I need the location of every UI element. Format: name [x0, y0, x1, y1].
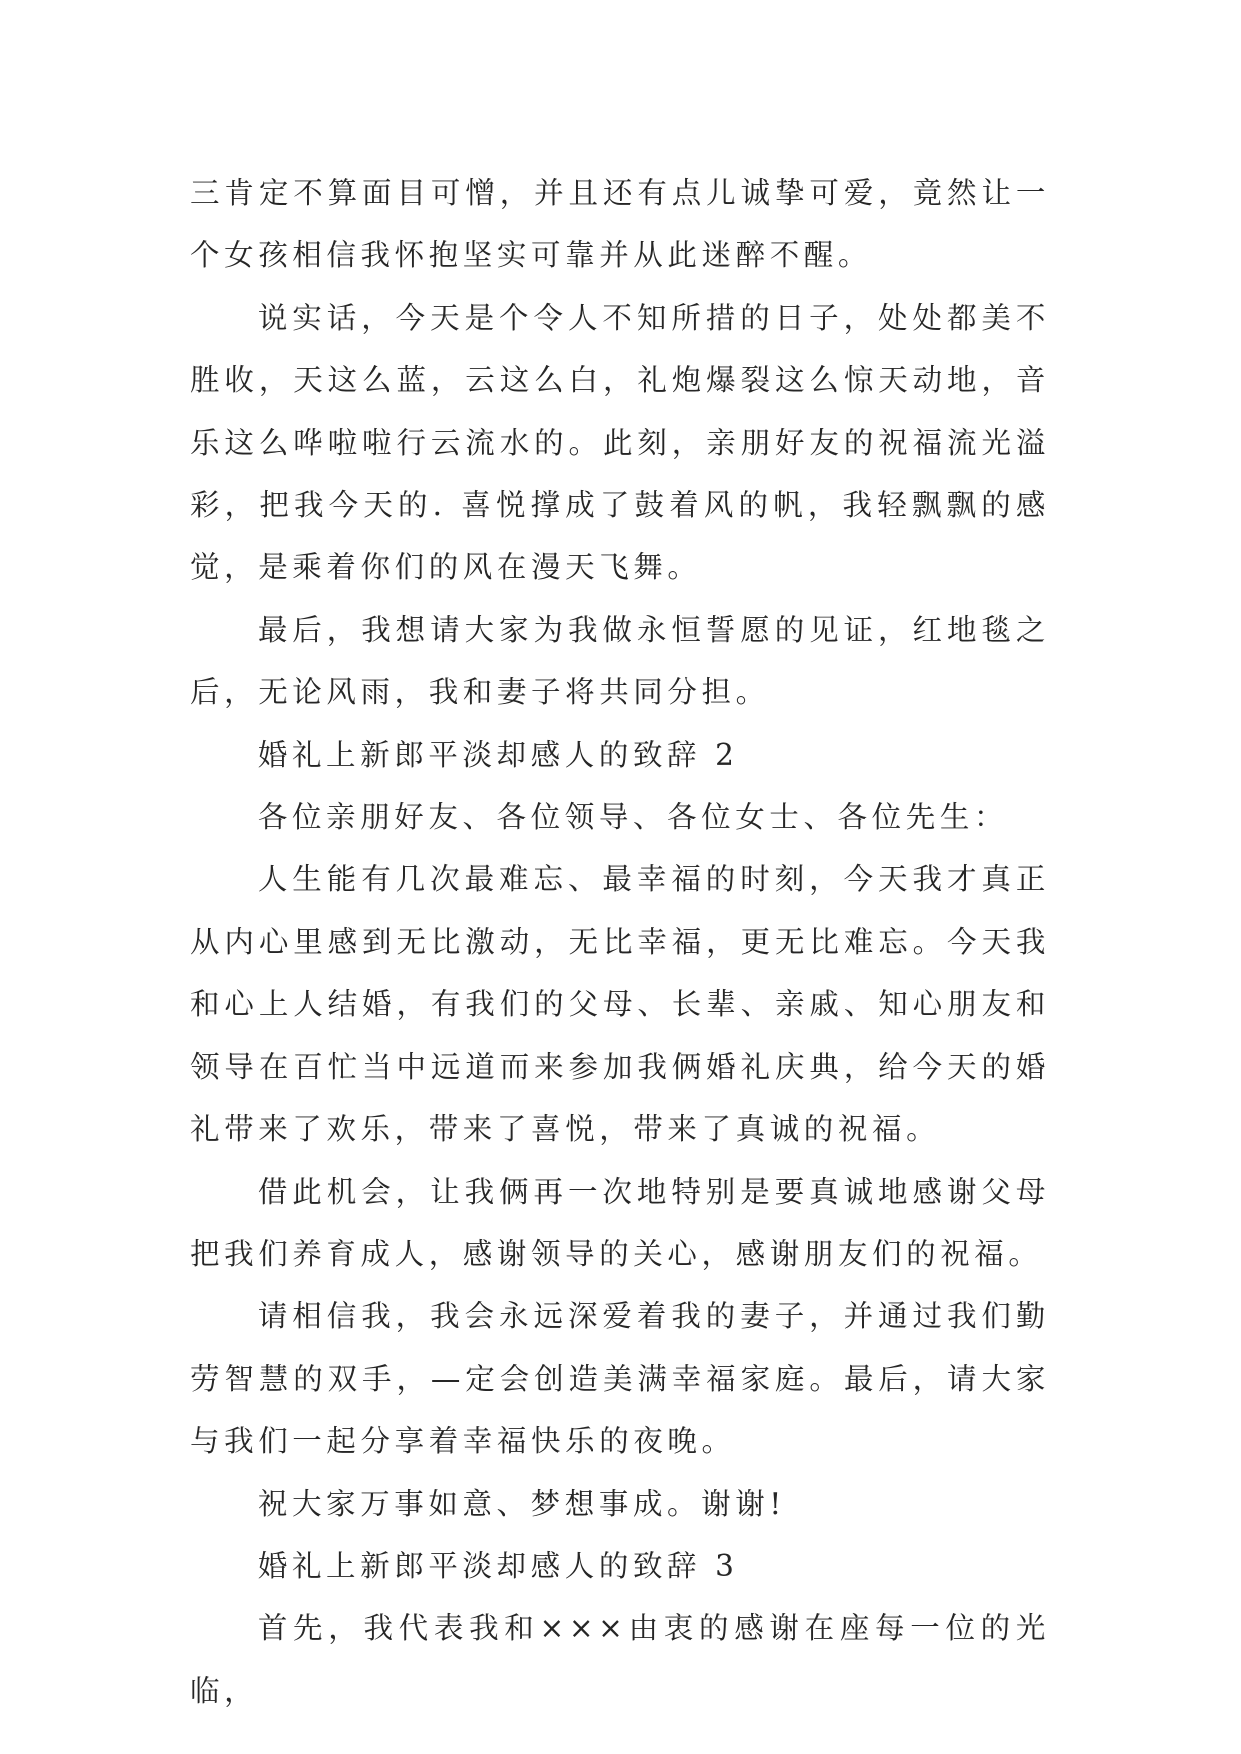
paragraph: 说实话，今天是个令人不知所措的日子，处处都美不胜收，天这么蓝，云这么白，礼炮爆裂这么惊天动地，音乐这么哗啦啦行云流水的。此刻，亲朋好友的祝福流光溢彩，把我今天的. 喜悦撑成了鼓着风的帆，我轻飘飘的感觉，是乘着你们的风在漫天飞舞。	[190, 300, 1050, 585]
paragraph: 人生能有几次最难忘、最幸福的时刻，今天我才真正从内心里感到无比激动，无比幸福，更无比难忘。今天我和心上人结婚，有我们的父母、长辈、亲戚、知心朋友和领导在百忙当中远道而来参加我俩婚礼庆典，给今天的婚礼带来了欢乐，带来了喜悦，带来了真诚的祝福。	[190, 862, 1050, 1147]
paragraph: 首先，我代表我和×××由衷的感谢在座每一位的光临，	[190, 1611, 1050, 1708]
section-heading: 婚礼上新郎平淡却感人的致辞 2	[257, 737, 739, 772]
section-heading: 婚礼上新郎平淡却感人的致辞 3	[257, 1548, 739, 1583]
paragraph: 最后，我想请大家为我做永恒誓愿的见证，红地毯之后，无论风雨，我和妻子将共同分担。	[190, 612, 1050, 710]
paragraph-continued: 三肯定不算面目可憎，并且还有点儿诚挚可爱，竟然让一个女孩相信我怀抱坚实可靠并从此迷醉不醒。	[190, 176, 1050, 273]
paragraph: 请相信我，我会永远深爱着我的妻子，并通过我们勤劳智慧的双手，—定会创造美满幸福家庭。最后，请大家与我们一起分享着幸福快乐的夜晚。	[190, 1299, 1050, 1459]
paragraph: 借此机会，让我俩再一次地特别是要真诚地感谢父母把我们养育成人，感谢领导的关心，感谢朋友们的祝福。	[190, 1174, 1050, 1271]
salutation: 各位亲朋好友、各位领导、各位女士、各位先生：	[257, 800, 1009, 835]
document-page	[190, 162, 1050, 1722]
closing-line: 祝大家万事如意、梦想事成。谢谢!	[257, 1486, 786, 1521]
